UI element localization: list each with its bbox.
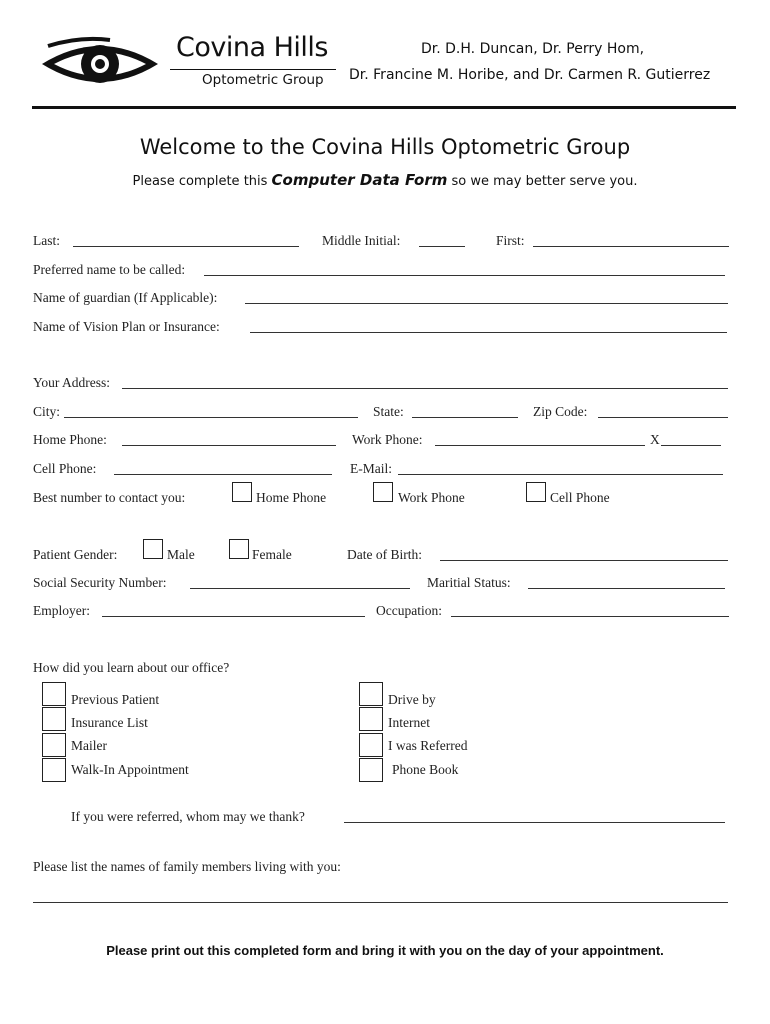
- guardian-label: Name of guardian (If Applicable):: [33, 290, 218, 305]
- subtitle-before: Please complete this: [132, 174, 272, 189]
- preferred-name-label: Preferred name to be called:: [33, 262, 186, 277]
- home-phone-checkbox[interactable]: [232, 482, 252, 502]
- eye-icon: [40, 36, 160, 92]
- family-members-field[interactable]: [33, 902, 728, 903]
- logo: [40, 32, 340, 92]
- home-phone-option-label: Home Phone: [256, 490, 327, 505]
- page-title: Welcome to the Covina Hills Optometric Group: [139, 135, 631, 159]
- phone-book-checkbox[interactable]: [359, 758, 383, 782]
- middle-initial-label: Middle Initial:: [322, 233, 401, 248]
- mailer-checkbox[interactable]: [42, 733, 66, 757]
- referred-checkbox[interactable]: [359, 733, 383, 757]
- home-phone-field[interactable]: [122, 445, 336, 446]
- vision-plan-field[interactable]: [250, 332, 727, 333]
- middle-initial-field[interactable]: [419, 246, 465, 247]
- city-label: City:: [33, 404, 61, 419]
- female-checkbox[interactable]: [229, 539, 249, 559]
- gender-label: Patient Gender:: [33, 547, 118, 562]
- zip-label: Zip Code:: [533, 404, 588, 419]
- cell-phone-field[interactable]: [114, 474, 332, 475]
- doctors-line-2: Dr. Francine M. Horibe, and Dr. Carmen R. Gutierrez: [349, 67, 711, 83]
- last-name-field[interactable]: [73, 246, 299, 247]
- walk-in-label: Walk-In Appointment: [71, 762, 189, 777]
- first-name-label: First:: [496, 233, 525, 248]
- work-phone-option-label: Work Phone: [398, 490, 465, 505]
- marital-status-label: Maritial Status:: [427, 575, 511, 590]
- state-label: State:: [373, 404, 404, 419]
- ssn-field[interactable]: [190, 588, 410, 589]
- insurance-list-label: Insurance List: [71, 715, 148, 730]
- cell-phone-checkbox[interactable]: [526, 482, 546, 502]
- internet-label: Internet: [388, 715, 430, 730]
- zip-field[interactable]: [598, 417, 728, 418]
- logo-name: Covina Hills: [176, 32, 328, 63]
- occupation-label: Occupation:: [376, 603, 442, 618]
- first-name-field[interactable]: [533, 246, 729, 247]
- logo-divider: [170, 69, 336, 70]
- best-number-label: Best number to contact you:: [33, 490, 186, 505]
- ssn-label: Social Security Number:: [33, 575, 167, 590]
- extension-label: X: [650, 432, 660, 447]
- employer-label: Employer:: [33, 603, 90, 618]
- city-field[interactable]: [64, 417, 358, 418]
- subtitle-emphasis: Computer Data Form: [271, 171, 448, 189]
- footer-instruction: Please print out this completed form and bring it with you on the day of your appointment.: [106, 943, 664, 958]
- insurance-list-checkbox[interactable]: [42, 707, 66, 731]
- employer-field[interactable]: [102, 616, 365, 617]
- cell-phone-option-label: Cell Phone: [550, 490, 610, 505]
- address-label: Your Address:: [33, 375, 111, 390]
- work-phone-label: Work Phone:: [352, 432, 423, 447]
- walk-in-checkbox[interactable]: [42, 758, 66, 782]
- male-checkbox[interactable]: [143, 539, 163, 559]
- phone-book-label: Phone Book: [392, 762, 459, 777]
- referred-by-label: If you were referred, whom may we thank?: [71, 809, 305, 824]
- internet-checkbox[interactable]: [359, 707, 383, 731]
- guardian-field[interactable]: [245, 303, 728, 304]
- drive-by-label: Drive by: [388, 692, 436, 707]
- logo-subtitle: Optometric Group: [202, 72, 324, 88]
- female-label: Female: [252, 547, 292, 562]
- previous-patient-checkbox[interactable]: [42, 682, 66, 706]
- dob-field[interactable]: [440, 560, 728, 561]
- referral-question: How did you learn about our office?: [33, 660, 230, 675]
- extension-field[interactable]: [661, 445, 721, 446]
- work-phone-checkbox[interactable]: [373, 482, 393, 502]
- page-subtitle: [0, 171, 770, 189]
- mailer-label: Mailer: [71, 738, 107, 753]
- male-label: Male: [167, 547, 195, 562]
- referred-by-field[interactable]: [344, 822, 725, 823]
- family-members-label: Please list the names of family members living with you:: [33, 859, 341, 874]
- subtitle-after: so we may better serve you.: [447, 174, 638, 189]
- header-rule: [32, 106, 736, 109]
- drive-by-checkbox[interactable]: [359, 682, 383, 706]
- referred-label: I was Referred: [388, 738, 468, 753]
- occupation-field[interactable]: [451, 616, 729, 617]
- doctors-line-1: Dr. D.H. Duncan, Dr. Perry Hom,: [421, 41, 645, 57]
- email-field[interactable]: [398, 474, 723, 475]
- last-name-label: Last:: [33, 233, 60, 248]
- address-field[interactable]: [122, 388, 728, 389]
- work-phone-field[interactable]: [435, 445, 645, 446]
- preferred-name-field[interactable]: [204, 275, 725, 276]
- marital-status-field[interactable]: [528, 588, 725, 589]
- previous-patient-label: Previous Patient: [71, 692, 160, 707]
- state-field[interactable]: [412, 417, 518, 418]
- vision-plan-label: Name of Vision Plan or Insurance:: [33, 319, 220, 334]
- dob-label: Date of Birth:: [347, 547, 422, 562]
- home-phone-label: Home Phone:: [33, 432, 107, 447]
- cell-phone-label: Cell Phone:: [33, 461, 97, 476]
- email-label: E-Mail:: [350, 461, 392, 476]
